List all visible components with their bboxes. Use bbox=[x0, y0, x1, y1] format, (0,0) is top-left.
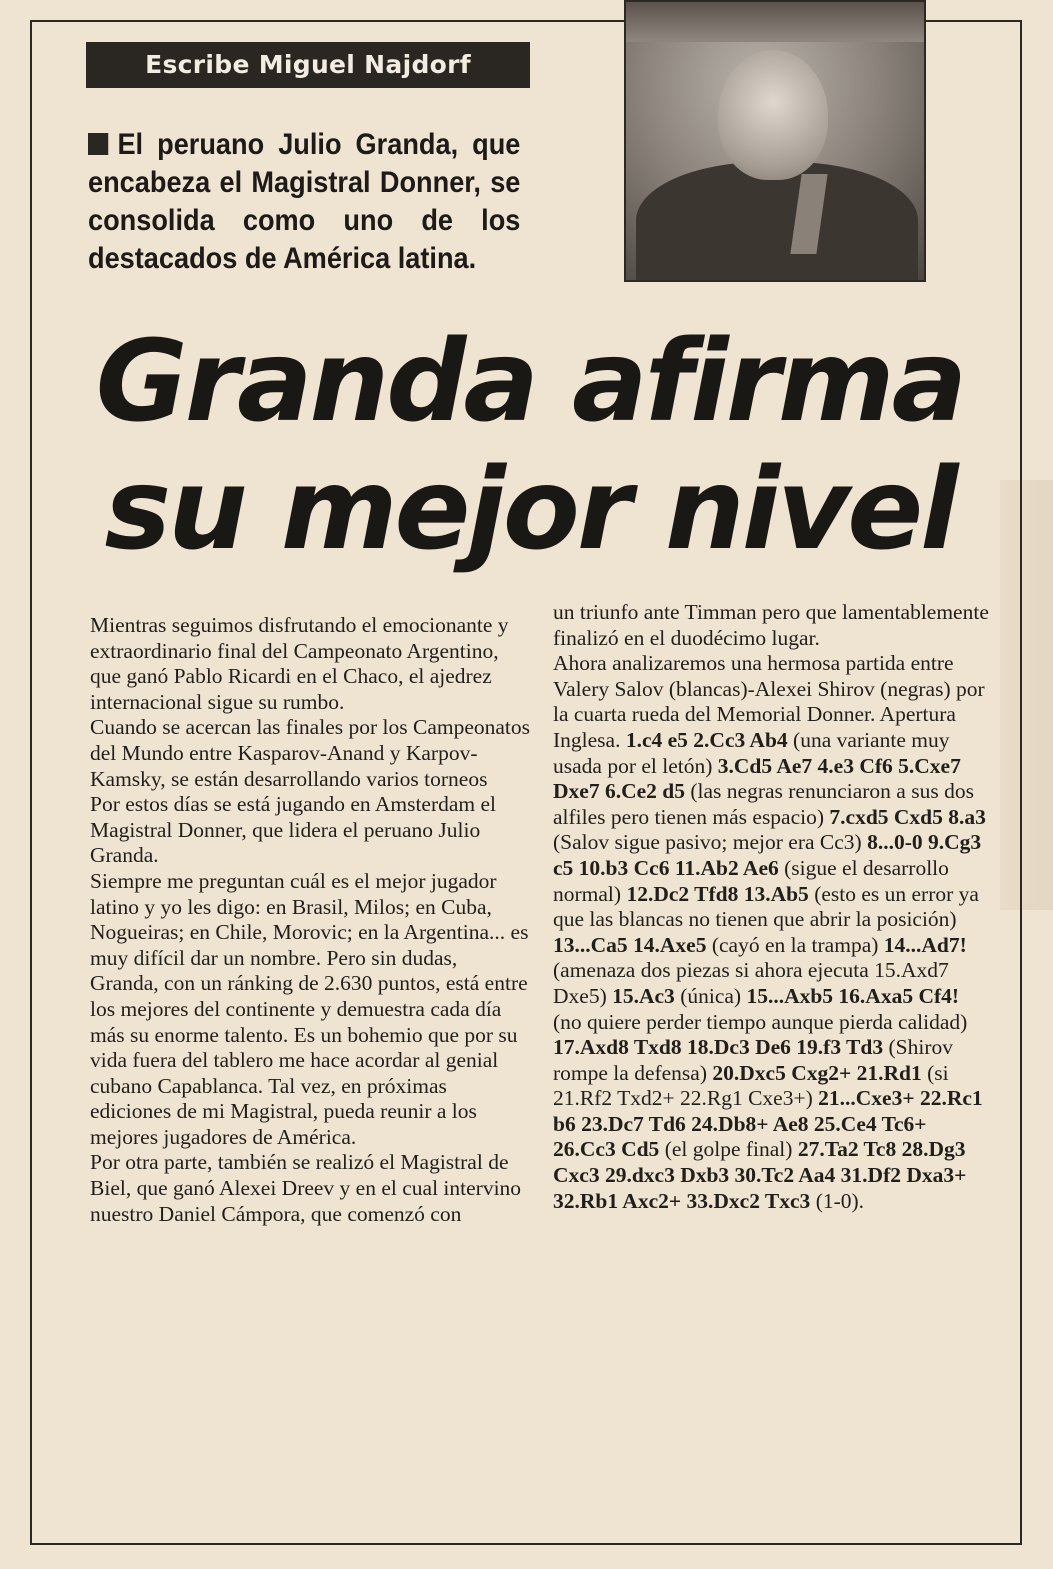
paragraph: Por estos días se está jugando en Amsterdam el Magistral Donner, que lidera el peruano Julio Granda. bbox=[90, 792, 497, 868]
chess-move: 27.Ta2 Tc8 28.Dg3 Cxc3 29.dxc3 Dxb3 30.Tc2 Aa4 31.Df2 Dxa3+ 32.Rb1 Axc2+ 33.Dxc2 Txc3 bbox=[553, 1137, 967, 1213]
chess-move: 21...Cxe3+ 22.Rc1 b6 23.Dc7 Td6 24.Db8+ Ae8 25.Ce4 Tc6+ 26.Cc3 Cd5 bbox=[553, 1086, 983, 1162]
photo-face bbox=[718, 50, 828, 180]
author-photo bbox=[624, 0, 926, 282]
game-notation-paragraph bbox=[553, 651, 993, 1214]
deck-summary bbox=[88, 126, 520, 278]
chess-move: 13...Ca5 14.Axe5 bbox=[553, 932, 707, 957]
paragraph: Siempre me preguntan cuál es el mejor jugador latino y yo les digo: en Brasil, Milos; en Cuba, Nogueiras; en Chile, Morovic; en la Argentina... es muy difícil dar un nombre. Pero sin dudas, Granda, con un ránking de 2.630 puntos, está entre los mejores del continente y demuestra cada día más su enorme talento. Es un bohemio que por su vida fuera del tablero me hace acordar al genial cubano Capablanca. Tal vez, en próximas ediciones de mi Magistral, pueda reunir a los mejores jugadores de América. bbox=[90, 868, 529, 1149]
move-commentary: (1-0). bbox=[810, 1188, 865, 1213]
move-commentary: (el golpe final) bbox=[659, 1137, 798, 1162]
move-commentary: (si 21.Rf2 Txd2+ 22.Rg1 Cxe3+) bbox=[553, 1060, 949, 1111]
chess-move: 3.Cd5 Ae7 4.e3 Cf6 5.Cxe7 Dxe7 6.Ce2 d5 bbox=[553, 753, 961, 804]
paragraph: Por otra parte, también se realizó el Magistral de Biel, que ganó Alexei Dreev y en el cual intervino nuestro Daniel Cámpora, que comenzó con bbox=[90, 1150, 522, 1226]
headline bbox=[90, 318, 970, 574]
game-moves bbox=[553, 728, 986, 1213]
chess-move: 12.Dc2 Tfd8 13.Ab5 bbox=[626, 881, 809, 906]
move-commentary: (cayó en la trampa) bbox=[706, 932, 884, 957]
chess-move: 8...0-0 9.Cg3 c5 10.b3 Cc6 11.Ab2 Ae6 bbox=[553, 830, 982, 880]
chess-move: 17.Axd8 Txd8 18.Dc3 De6 19.f3 Td3 bbox=[553, 1035, 884, 1060]
chess-move: 20.Dxc5 Cxg2+ 21.Rd1 bbox=[712, 1060, 922, 1085]
deck-text: El peruano Julio Granda, que encabeza el Magistral Donner, se consolida como uno de los destacados de América latina. bbox=[88, 128, 521, 275]
move-commentary: (una variante muy usada por el letón) bbox=[553, 727, 950, 778]
paragraph-lead: Ahora analizaremos una hermosa partida entre Valery Salov (blancas)-Alexei Shirov (negras) por la cuarta rueda del Memorial Donner. Apertura Inglesa. bbox=[553, 651, 985, 752]
move-commentary: (esto es un error ya que las blancas no tienen que abrir la posición) bbox=[553, 881, 979, 932]
move-commentary: (las negras renunciaron a sus dos alfiles pero tienen más espacio) bbox=[553, 779, 974, 829]
paragraph: un triunfo ante Timman pero que lamentablemente finalizó en el duodécimo lugar. bbox=[553, 600, 989, 650]
chess-move: 14...Ad7! bbox=[883, 932, 967, 957]
photo-suit bbox=[636, 162, 918, 282]
chess-move: 7.cxd5 Cxd5 8.a3 bbox=[829, 804, 986, 829]
byline-banner: Escribe Miguel Najdorf bbox=[86, 42, 530, 88]
headline-line-2: su mejor nivel bbox=[104, 445, 956, 575]
chess-move: 15.Ac3 bbox=[612, 983, 675, 1008]
move-commentary: (amenaza dos piezas si ahora ejecuta 15.Axd7 Dxe5) bbox=[553, 958, 949, 1008]
move-commentary: (Shirov rompe la defensa) bbox=[553, 1035, 953, 1085]
headline-line-1: Granda afirma bbox=[95, 317, 965, 447]
move-commentary: (única) bbox=[674, 983, 747, 1008]
move-commentary: (Salov sigue pasivo; mejor era Cc3) bbox=[553, 830, 868, 855]
photo-background-shelf bbox=[626, 2, 926, 42]
move-commentary: (no quiere perder tiempo aunque pierda calidad) bbox=[553, 1009, 968, 1034]
paragraph: Mientras seguimos disfrutando el emocionante y extraordinario final del Campeonato Argentino, que ganó Pablo Ricardi en el Chaco, el ajedrez internacional sigue su rumbo. bbox=[90, 613, 509, 714]
paragraph: Cuando se acercan las finales por los Campeonatos del Mundo entre Kasparov-Anand y Karpov-Kamsky, se están desarrollando varios torneos bbox=[90, 715, 531, 791]
chess-move: 15...Axb5 16.Axa5 Cf4! bbox=[746, 983, 960, 1008]
square-bullet-icon bbox=[88, 133, 108, 155]
body-column-right bbox=[553, 600, 993, 1214]
chess-move: 1.c4 e5 2.Cc3 Ab4 bbox=[625, 727, 788, 752]
body-column-left bbox=[90, 613, 530, 1227]
move-commentary: (sigue el desarrollo normal) bbox=[553, 855, 949, 906]
